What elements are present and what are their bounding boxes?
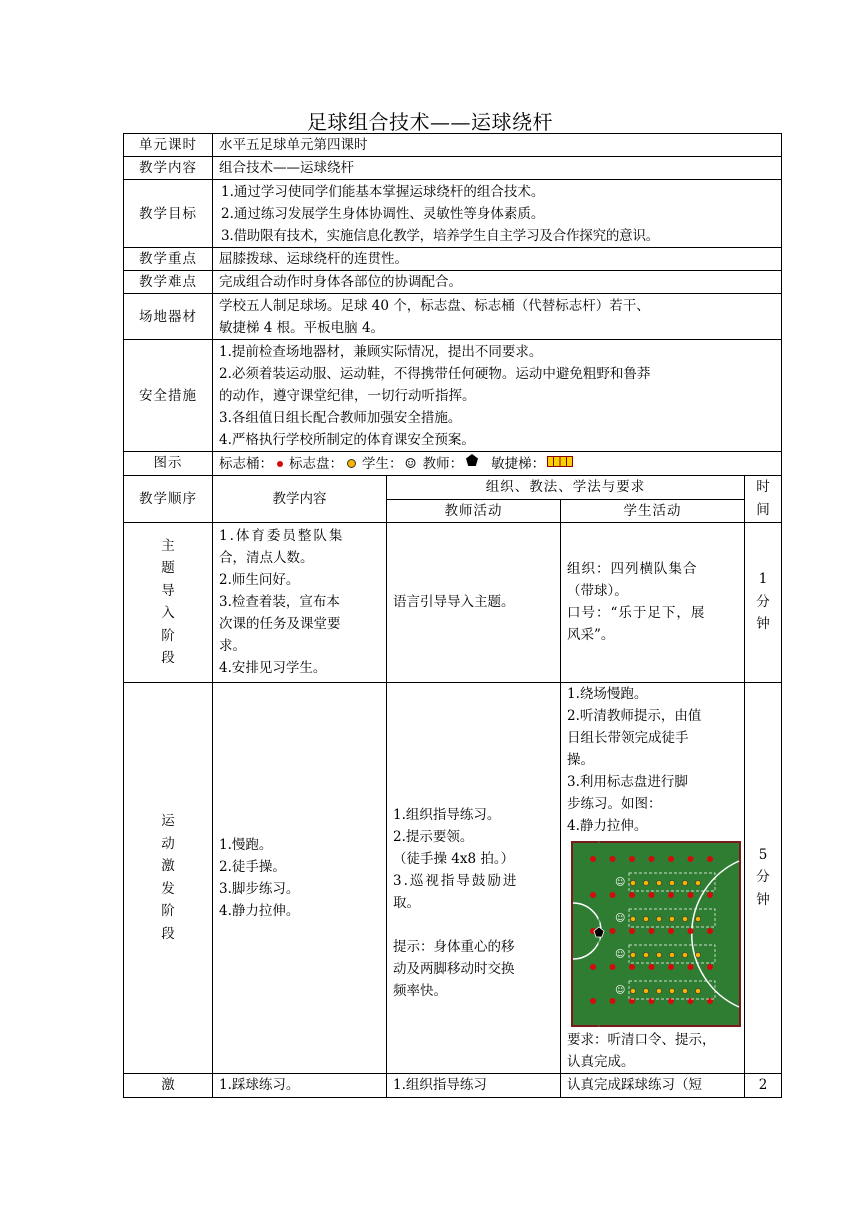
content-line: 4.静力拉伸。 [219, 902, 300, 919]
content-line: 3.检查着装，宣布本 [219, 594, 340, 610]
disc-marker [656, 952, 661, 957]
phase-next-teacher: 1.组织指导练习 [387, 1073, 561, 1097]
stage-char: 动 [161, 835, 175, 852]
student-line: 要求：听清口令、提示， [567, 1031, 716, 1048]
content-line: 1.体育委员整队集 [219, 528, 345, 544]
disc-marker [669, 988, 674, 993]
phase-next-student: 认真完成踩球练习（短 [561, 1073, 745, 1097]
phase-warmup-teacher [387, 682, 561, 1073]
safety-item: 4.严格执行学校所制定的体育课安全预案。 [219, 431, 475, 448]
stage-char: 段 [161, 650, 175, 666]
legend-label: 图示 [124, 452, 213, 476]
time-char: 钟 [756, 616, 770, 633]
cone-marker [707, 892, 713, 898]
stage-char: 运 [161, 813, 175, 829]
content-line: 4.安排见习学生。 [219, 660, 327, 676]
student-line: 认真完成。 [567, 1053, 635, 1070]
disc-marker [656, 988, 661, 993]
time-char: 1 [758, 571, 768, 588]
cone-marker [590, 964, 596, 970]
phase-warmup-student [561, 682, 745, 1073]
student-line: 组织：四列横队集合 [567, 561, 698, 577]
student-line: 2.听清教师提示，由值 [567, 707, 702, 724]
disc-marker [669, 880, 674, 885]
student-marker: ☺ [615, 876, 626, 888]
stage-char: 阶 [161, 627, 175, 644]
phase-next-row [124, 1073, 782, 1097]
time-char: 分 [756, 869, 770, 886]
goal-item: 2.通过练习发展学生身体协调性、灵敏性等身体素质。 [221, 205, 545, 222]
disc-marker [695, 988, 700, 993]
disc-marker [656, 880, 661, 885]
stage-char: 入 [161, 605, 175, 621]
row-content [124, 157, 782, 180]
disc-marker [643, 952, 648, 957]
teacher-line: 动及两脚移动时交换 [393, 960, 515, 977]
unit-value: 水平五足球单元第四课时 [213, 134, 782, 157]
stage-char: 主 [161, 537, 175, 554]
cone-marker [707, 964, 713, 970]
stage-char: 段 [161, 925, 175, 942]
safety-item: 3.各组值日组长配合教师加强安全措施。 [219, 409, 462, 426]
header-time-char: 间 [756, 501, 770, 518]
disc-marker [695, 880, 700, 885]
teacher-line: 1.组织指导练习。 [393, 806, 501, 823]
stage-char: 阶 [161, 903, 175, 919]
student-line: 1.绕场慢跑。 [567, 685, 648, 702]
cone-marker [668, 856, 674, 862]
equipment-line: 学校五人制足球场。足球 40 个，标志盘、标志桶（代替标志杆）若干、 [219, 297, 650, 314]
row-goals [124, 180, 782, 248]
teacher-line: （徒手操 4x8 拍。） [393, 850, 515, 867]
cone-marker [649, 892, 655, 898]
disc-marker [669, 916, 674, 921]
disc-marker [682, 880, 687, 885]
phase-intro-teacher: 语言引导导入主题。 [387, 522, 561, 682]
phase-next-time: 2 [745, 1073, 782, 1097]
row-equipment [124, 294, 782, 340]
equipment-value [213, 294, 782, 340]
stage-char: 激 [161, 858, 175, 874]
time-char: 5 [758, 846, 768, 863]
header-order: 教学顺序 [124, 475, 213, 522]
teacher-line: 取。 [393, 894, 420, 911]
disc-marker [630, 916, 635, 921]
phase-intro-row [124, 522, 782, 682]
cone-marker [610, 964, 616, 970]
student-marker: ☺ [615, 948, 626, 960]
teacher-line: 提示：身体重心的移 [393, 938, 515, 955]
cone-marker [707, 856, 713, 862]
cone-marker [629, 856, 635, 862]
cone-marker [610, 928, 616, 934]
legend-ladder-label: 敏捷梯： [491, 455, 546, 472]
cone-marker [629, 964, 635, 970]
content-line: 1.慢跑。 [219, 836, 273, 853]
phase-next-stage: 激 [124, 1073, 213, 1097]
goal-list [213, 180, 782, 248]
content-line: 合，清点人数。 [219, 550, 314, 566]
phase-intro-time [745, 522, 782, 682]
teacher-line: 3.巡视指导鼓励进 [393, 872, 519, 889]
disc-marker [682, 952, 687, 957]
row-key [124, 248, 782, 271]
phase-intro-content [213, 522, 387, 682]
student-line: 口号：“乐于足下，展 [567, 605, 706, 621]
content-label: 教学内容 [124, 157, 213, 180]
cone-marker [688, 928, 694, 934]
header-content: 教学内容 [213, 475, 387, 522]
header-teacher: 教师活动 [387, 499, 561, 522]
content-line: 3.脚步练习。 [219, 880, 300, 897]
teacher-icon [465, 453, 479, 467]
key-label: 教学重点 [124, 248, 213, 271]
time-char: 分 [756, 593, 770, 610]
legend-student-label: 学生： [362, 455, 403, 472]
content-line: 次课的任务及课堂要 [219, 616, 341, 632]
cone-marker [610, 892, 616, 898]
stage-char: 发 [161, 880, 175, 897]
student-line: 操。 [567, 751, 594, 768]
disc-marker [669, 952, 674, 957]
disc-marker [643, 988, 648, 993]
cone-marker [688, 856, 694, 862]
equipment-line: 敏捷梯 4 根。平板电脑 4。 [219, 319, 385, 336]
cone-marker [688, 892, 694, 898]
header-time-char: 时 [756, 479, 770, 495]
disc-marker [630, 988, 635, 993]
footwork-field-diagram [571, 841, 741, 1027]
phase-next-content: 1.踩球练习。 [213, 1073, 387, 1097]
cone-marker [629, 928, 635, 934]
teacher-line: 2.提示要领。 [393, 828, 474, 845]
disc-marker [695, 952, 700, 957]
stage-char: 题 [161, 560, 175, 576]
difficulty-label: 教学难点 [124, 271, 213, 294]
phase-warmup-time [745, 682, 782, 1073]
row-difficulty [124, 271, 782, 294]
cone-marker [649, 856, 655, 862]
teacher-line: 频率快。 [393, 982, 447, 999]
legend [213, 452, 782, 476]
student-marker: ☺ [615, 984, 626, 996]
safety-label: 安全措施 [124, 340, 213, 452]
student-line: 3.利用标志盘进行脚 [567, 773, 688, 790]
phase-warmup-stage [124, 682, 213, 1073]
unit-label: 单元课时 [124, 134, 213, 157]
cone-marker [668, 892, 674, 898]
goal-item: 1.通过学习使同学们能基本掌握运球绕杆的组合技术。 [221, 183, 545, 200]
ladder-icon [547, 456, 573, 467]
cone-icon [277, 461, 283, 467]
goal-label: 教学目标 [124, 180, 213, 248]
header-row-1 [124, 475, 782, 499]
cone-marker [590, 998, 596, 1004]
disc-marker [656, 916, 661, 921]
student-line: （带球）。 [567, 583, 628, 599]
phase-warmup-content [213, 682, 387, 1073]
row-safety [124, 340, 782, 452]
student-line: 4.静力拉伸。 [567, 817, 648, 834]
cone-marker [649, 964, 655, 970]
time-char: 钟 [756, 891, 770, 908]
cone-marker [629, 892, 635, 898]
content-value: 组合技术——运球绕杆 [213, 157, 782, 180]
lesson-plan-table [123, 133, 782, 1098]
cone-marker [649, 928, 655, 934]
student-icon: ☺ [404, 455, 417, 472]
disc-marker [630, 880, 635, 885]
phase-intro-student [561, 522, 745, 682]
student-line: 步练习。如图： [567, 795, 662, 812]
legend-teacher-label: 教师： [422, 455, 464, 472]
cone-marker [610, 998, 616, 1004]
header-org: 组织、教法、学法与要求 [387, 475, 745, 499]
row-legend [124, 452, 782, 476]
difficulty-value: 完成组合动作时身体各部位的协调配合。 [213, 271, 782, 294]
safety-item: 2.必须着装运动服、运动鞋，不得携带任何硬物。运动中避免粗野和鲁莽 [219, 365, 651, 382]
disc-marker [643, 916, 648, 921]
header-time [745, 475, 782, 522]
teacher-line [393, 914, 554, 936]
content-line: 2.徒手操。 [219, 858, 286, 875]
header-student: 学生活动 [561, 499, 745, 522]
cone-marker [707, 928, 713, 934]
safety-list [213, 340, 782, 452]
disc-marker [682, 988, 687, 993]
disc-marker [643, 880, 648, 885]
key-value: 屈膝拨球、运球绕杆的连贯性。 [213, 248, 782, 271]
content-line: 求。 [219, 638, 246, 654]
safety-item: 的动作，遵守课堂纪律，一切行动听指挥。 [219, 387, 476, 404]
stage-char: 导 [161, 582, 175, 599]
disc-marker [682, 916, 687, 921]
student-line: 日组长带领完成徒手 [567, 729, 689, 746]
student-line: 风采”。 [567, 627, 615, 643]
cone-marker [668, 964, 674, 970]
student-marker: ☺ [615, 912, 626, 924]
phase-warmup-row [124, 682, 782, 1073]
goal-item: 3.借助限有技术，实施信息化教学，培养学生自主学习及合作探究的意识。 [221, 227, 660, 244]
cone-marker [610, 856, 616, 862]
safety-item: 1.提前检查场地器材，兼顾实际情况，提出不同要求。 [219, 343, 543, 360]
cone-marker [668, 928, 674, 934]
disc-marker [695, 916, 700, 921]
legend-bucket-label: 标志桶： [219, 455, 273, 472]
legend-disc-label: 标志盘： [289, 455, 343, 472]
phase-intro-stage [124, 522, 213, 682]
disc-marker [630, 952, 635, 957]
disc-icon [347, 459, 356, 468]
content-line: 2.师生问好。 [219, 572, 300, 588]
page-title: 足球组合技术——运球绕杆 [307, 110, 553, 134]
row-unit [124, 134, 782, 157]
cone-marker [590, 856, 596, 862]
cone-marker [590, 892, 596, 898]
equipment-label: 场地器材 [124, 294, 213, 340]
cone-marker [688, 964, 694, 970]
